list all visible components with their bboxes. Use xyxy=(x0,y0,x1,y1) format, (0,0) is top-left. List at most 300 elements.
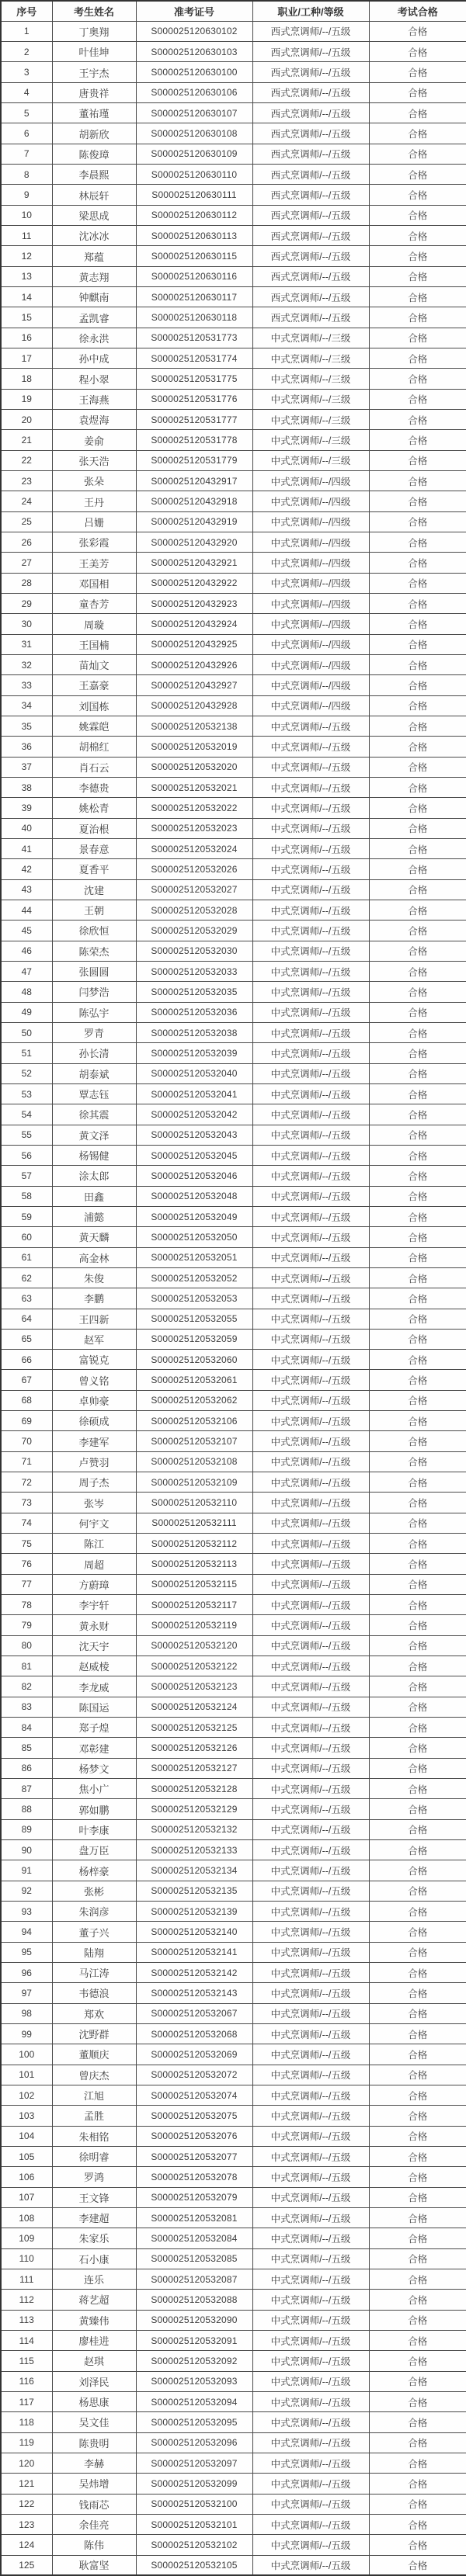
table-row xyxy=(1,2474,466,2494)
table-row xyxy=(1,1595,466,1615)
ticket-number-cell: S000025120432921 xyxy=(136,553,252,573)
occupation-cell: 西式烹调师/--/五级 xyxy=(252,103,369,123)
occupation-cell: 中式烹调师/--/四级 xyxy=(252,553,369,573)
ticket-number-cell: S000025120532059 xyxy=(136,1329,252,1349)
table-row xyxy=(1,2514,466,2534)
row-number-cell: 70 xyxy=(1,1431,52,1451)
result-cell: 合格 xyxy=(369,634,466,654)
result-cell: 合格 xyxy=(369,2167,466,2187)
occupation-cell: 中式烹调师/--/五级 xyxy=(252,1738,369,1758)
row-number-cell: 113 xyxy=(1,2310,52,2330)
table-row xyxy=(1,777,466,797)
table-row xyxy=(1,1860,466,1881)
occupation-cell: 中式烹调师/--/三级 xyxy=(252,348,369,369)
table-row xyxy=(1,42,466,62)
row-number-cell: 8 xyxy=(1,165,52,185)
row-number-cell: 63 xyxy=(1,1288,52,1309)
row-number-cell: 74 xyxy=(1,1513,52,1533)
table-row xyxy=(1,2412,466,2432)
ticket-number-cell: S000025120532078 xyxy=(136,2167,252,2187)
table-row xyxy=(1,389,466,409)
occupation-cell: 中式烹调师/--/五级 xyxy=(252,2474,369,2494)
row-number-cell: 25 xyxy=(1,511,52,532)
table-row xyxy=(1,2269,466,2289)
row-number-cell: 69 xyxy=(1,1411,52,1431)
ticket-number-cell: S000025120432926 xyxy=(136,655,252,675)
candidate-name-cell: 陈国运 xyxy=(52,1697,136,1717)
result-cell: 合格 xyxy=(369,410,466,430)
row-number-cell: 108 xyxy=(1,2207,52,2228)
candidate-name-cell: 朱相铭 xyxy=(52,2126,136,2146)
result-cell: 合格 xyxy=(369,389,466,409)
table-row xyxy=(1,1697,466,1717)
result-cell: 合格 xyxy=(369,266,466,286)
row-number-cell: 87 xyxy=(1,1779,52,1799)
row-number-cell: 75 xyxy=(1,1534,52,1554)
row-number-cell: 123 xyxy=(1,2514,52,2534)
candidate-name-cell: 杨锡健 xyxy=(52,1145,136,1165)
table-row xyxy=(1,1227,466,1247)
candidate-name-cell: 刘国栋 xyxy=(52,695,136,716)
row-number-cell: 44 xyxy=(1,900,52,920)
occupation-cell: 中式烹调师/--/五级 xyxy=(252,2391,369,2411)
result-cell: 合格 xyxy=(369,21,466,41)
ticket-number-cell: S000025120532062 xyxy=(136,1390,252,1410)
row-number-cell: 39 xyxy=(1,798,52,818)
row-number-cell: 16 xyxy=(1,328,52,348)
row-number-cell: 27 xyxy=(1,553,52,573)
candidate-name-cell: 胡新欣 xyxy=(52,123,136,144)
ticket-number-cell: S000025120532048 xyxy=(136,1186,252,1206)
result-cell: 合格 xyxy=(369,900,466,920)
row-number-cell: 97 xyxy=(1,1983,52,2003)
ticket-number-cell: S000025120630109 xyxy=(136,144,252,164)
table-row xyxy=(1,1043,466,1063)
candidate-name-cell: 王海燕 xyxy=(52,389,136,409)
candidate-name-cell: 王宇杰 xyxy=(52,62,136,82)
row-number-cell: 102 xyxy=(1,2085,52,2105)
candidate-name-cell: 黄文泽 xyxy=(52,1125,136,1145)
candidate-name-cell: 王四新 xyxy=(52,1309,136,1329)
ticket-number-cell: S000025120532134 xyxy=(136,1860,252,1881)
occupation-cell: 中式烹调师/--/五级 xyxy=(252,1656,369,1676)
occupation-cell: 西式烹调师/--/五级 xyxy=(252,62,369,82)
ticket-number-cell: S000025120532077 xyxy=(136,2146,252,2166)
table-row xyxy=(1,2146,466,2166)
candidate-name-cell: 郭如鹏 xyxy=(52,1799,136,1819)
occupation-cell: 西式烹调师/--/五级 xyxy=(252,205,369,225)
occupation-cell: 中式烹调师/--/四级 xyxy=(252,594,369,614)
result-cell: 合格 xyxy=(369,2432,466,2453)
occupation-cell: 中式烹调师/--/五级 xyxy=(252,1125,369,1145)
result-cell: 合格 xyxy=(369,2453,466,2473)
candidate-name-cell: 周子杰 xyxy=(52,1472,136,1493)
row-number-cell: 51 xyxy=(1,1043,52,1063)
candidate-name-cell: 邓彰建 xyxy=(52,1738,136,1758)
result-cell: 合格 xyxy=(369,1922,466,1942)
table-row xyxy=(1,1779,466,1799)
occupation-cell: 中式烹调师/--/五级 xyxy=(252,1022,369,1042)
result-cell: 合格 xyxy=(369,1206,466,1226)
occupation-cell: 中式烹调师/--/五级 xyxy=(252,1779,369,1799)
result-cell: 合格 xyxy=(369,1083,466,1104)
result-cell: 合格 xyxy=(369,1329,466,1349)
ticket-number-cell: S000025120432925 xyxy=(136,634,252,654)
candidate-name-cell: 苗灿文 xyxy=(52,655,136,675)
row-number-cell: 42 xyxy=(1,859,52,879)
table-row xyxy=(1,1370,466,1390)
row-number-cell: 41 xyxy=(1,838,52,858)
row-number-cell: 9 xyxy=(1,185,52,205)
table-row xyxy=(1,1411,466,1431)
ticket-number-cell: S000025120532132 xyxy=(136,1819,252,1839)
result-cell: 合格 xyxy=(369,2187,466,2207)
occupation-cell: 中式烹调师/--/五级 xyxy=(252,2555,369,2575)
candidate-name-cell: 丁奥翔 xyxy=(52,21,136,41)
ticket-number-cell: S000025120532117 xyxy=(136,1595,252,1615)
result-cell: 合格 xyxy=(369,982,466,1002)
candidate-name-cell: 朱家乐 xyxy=(52,2228,136,2248)
occupation-cell: 中式烹调师/--/五级 xyxy=(252,2146,369,2166)
table-row xyxy=(1,1206,466,1226)
table-row xyxy=(1,737,466,757)
ticket-number-cell: S000025120630111 xyxy=(136,185,252,205)
result-cell: 合格 xyxy=(369,1411,466,1431)
result-cell: 合格 xyxy=(369,2023,466,2044)
candidate-name-cell: 吴文佳 xyxy=(52,2412,136,2432)
row-number-cell: 13 xyxy=(1,266,52,286)
result-cell: 合格 xyxy=(369,1002,466,1022)
table-row xyxy=(1,1738,466,1758)
result-cell: 合格 xyxy=(369,1247,466,1267)
table-row xyxy=(1,123,466,144)
result-cell: 合格 xyxy=(369,2330,466,2350)
occupation-cell: 中式烹调师/--/五级 xyxy=(252,1942,369,1962)
row-number-cell: 121 xyxy=(1,2474,52,2494)
ticket-number-cell: S000025120532091 xyxy=(136,2330,252,2350)
table-row xyxy=(1,532,466,553)
row-number-cell: 46 xyxy=(1,941,52,961)
table-row xyxy=(1,266,466,286)
table-row xyxy=(1,1186,466,1206)
table-row xyxy=(1,818,466,838)
row-number-cell: 6 xyxy=(1,123,52,144)
ticket-number-cell: S000025120630117 xyxy=(136,287,252,307)
table-row xyxy=(1,226,466,246)
row-number-cell: 73 xyxy=(1,1493,52,1513)
ticket-number-cell: S000025120532129 xyxy=(136,1799,252,1819)
table-row xyxy=(1,1656,466,1676)
table-row xyxy=(1,246,466,266)
candidate-name-cell: 钟麒南 xyxy=(52,287,136,307)
candidate-name-cell: 张朵 xyxy=(52,471,136,491)
ticket-number-cell: S000025120532096 xyxy=(136,2432,252,2453)
ticket-number-cell: S000025120532040 xyxy=(136,1063,252,1083)
row-number-cell: 15 xyxy=(1,307,52,328)
row-number-cell: 18 xyxy=(1,369,52,389)
result-cell: 合格 xyxy=(369,1635,466,1656)
ticket-number-cell: S000025120532072 xyxy=(136,2065,252,2085)
row-number-cell: 57 xyxy=(1,1166,52,1186)
candidate-name-cell: 张彩霞 xyxy=(52,532,136,553)
row-number-cell: 118 xyxy=(1,2412,52,2432)
ticket-number-cell: S000025120532087 xyxy=(136,2269,252,2289)
row-number-cell: 48 xyxy=(1,982,52,1002)
ticket-number-cell: S000025120630108 xyxy=(136,123,252,144)
row-number-cell: 33 xyxy=(1,675,52,695)
occupation-cell: 中式烹调师/--/四级 xyxy=(252,695,369,716)
candidate-name-cell: 叶佳坤 xyxy=(52,42,136,62)
ticket-number-cell: S000025120532139 xyxy=(136,1902,252,1922)
occupation-cell: 西式烹调师/--/五级 xyxy=(252,287,369,307)
table-row xyxy=(1,879,466,900)
result-cell: 合格 xyxy=(369,1554,466,1574)
ticket-number-cell: S000025120630110 xyxy=(136,165,252,185)
table-row xyxy=(1,430,466,450)
candidate-name-cell: 石小康 xyxy=(52,2248,136,2269)
occupation-cell: 中式烹调师/--/五级 xyxy=(252,1554,369,1574)
row-number-cell: 95 xyxy=(1,1942,52,1962)
row-number-cell: 62 xyxy=(1,1267,52,1288)
row-number-cell: 79 xyxy=(1,1615,52,1635)
occupation-cell: 中式烹调师/--/五级 xyxy=(252,2106,369,2126)
occupation-cell: 中式烹调师/--/五级 xyxy=(252,1390,369,1410)
candidate-name-cell: 李建军 xyxy=(52,1431,136,1451)
ticket-number-cell: S000025120532067 xyxy=(136,2003,252,2023)
table-row xyxy=(1,634,466,654)
occupation-cell: 中式烹调师/--/三级 xyxy=(252,328,369,348)
ticket-number-cell: S000025120532026 xyxy=(136,859,252,879)
table-row xyxy=(1,1002,466,1022)
candidate-name-cell: 罗青 xyxy=(52,1022,136,1042)
table-row xyxy=(1,1983,466,2003)
ticket-number-cell: S000025120432922 xyxy=(136,573,252,593)
result-cell: 合格 xyxy=(369,82,466,102)
occupation-cell: 西式烹调师/--/五级 xyxy=(252,185,369,205)
ticket-number-cell: S000025120432919 xyxy=(136,511,252,532)
table-row xyxy=(1,1288,466,1309)
occupation-cell: 中式烹调师/--/五级 xyxy=(252,1840,369,1860)
row-number-cell: 3 xyxy=(1,62,52,82)
ticket-number-cell: S000025120532092 xyxy=(136,2351,252,2371)
occupation-cell: 西式烹调师/--/五级 xyxy=(252,42,369,62)
row-number-cell: 78 xyxy=(1,1595,52,1615)
ticket-number-cell: S000025120532141 xyxy=(136,1942,252,1962)
result-cell: 合格 xyxy=(369,1860,466,1881)
candidate-name-cell: 方蔚璋 xyxy=(52,1574,136,1594)
occupation-cell: 中式烹调师/--/五级 xyxy=(252,2371,369,2391)
result-cell: 合格 xyxy=(369,2412,466,2432)
table-row xyxy=(1,716,466,736)
ticket-number-cell: S000025120532125 xyxy=(136,1718,252,1738)
candidate-name-cell: 廖桂进 xyxy=(52,2330,136,2350)
result-cell: 合格 xyxy=(369,2494,466,2514)
ticket-number-cell: S000025120531773 xyxy=(136,328,252,348)
occupation-cell: 中式烹调师/--/五级 xyxy=(252,2167,369,2187)
candidate-name-cell: 盘万臣 xyxy=(52,1840,136,1860)
table-row xyxy=(1,1390,466,1410)
result-cell: 合格 xyxy=(369,2514,466,2534)
ticket-number-cell: S000025120532127 xyxy=(136,1758,252,1778)
occupation-cell: 中式烹调师/--/五级 xyxy=(252,716,369,736)
ticket-number-cell: S000025120532111 xyxy=(136,1513,252,1533)
result-cell: 合格 xyxy=(369,2065,466,2085)
result-cell: 合格 xyxy=(369,2207,466,2228)
result-cell: 合格 xyxy=(369,1963,466,1983)
candidate-name-cell: 黄天麟 xyxy=(52,1227,136,1247)
ticket-number-cell: S000025120432918 xyxy=(136,491,252,511)
table-row xyxy=(1,1493,466,1513)
table-row xyxy=(1,594,466,614)
occupation-cell: 中式烹调师/--/五级 xyxy=(252,1227,369,1247)
row-number-cell: 28 xyxy=(1,573,52,593)
occupation-cell: 中式烹调师/--/五级 xyxy=(252,1370,369,1390)
ticket-number-cell: S000025120532055 xyxy=(136,1309,252,1329)
candidate-name-cell: 郑欢 xyxy=(52,2003,136,2023)
row-number-cell: 83 xyxy=(1,1697,52,1717)
occupation-cell: 中式烹调师/--/五级 xyxy=(252,1411,369,1431)
row-number-cell: 17 xyxy=(1,348,52,369)
row-number-cell: 36 xyxy=(1,737,52,757)
occupation-cell: 中式烹调师/--/四级 xyxy=(252,614,369,634)
row-number-cell: 58 xyxy=(1,1186,52,1206)
ticket-number-cell: S000025120532115 xyxy=(136,1574,252,1594)
result-cell: 合格 xyxy=(369,1022,466,1042)
table-row xyxy=(1,920,466,941)
result-cell: 合格 xyxy=(369,123,466,144)
ticket-number-cell: S000025120532074 xyxy=(136,2085,252,2105)
candidate-name-cell: 杨梓豪 xyxy=(52,1860,136,1881)
occupation-cell: 中式烹调师/--/五级 xyxy=(252,920,369,941)
row-number-cell: 61 xyxy=(1,1247,52,1267)
row-number-cell: 29 xyxy=(1,594,52,614)
row-number-cell: 119 xyxy=(1,2432,52,2453)
candidate-name-cell: 涂太郎 xyxy=(52,1166,136,1186)
result-cell: 合格 xyxy=(369,2248,466,2269)
result-cell: 合格 xyxy=(369,737,466,757)
candidate-name-cell: 陆翔 xyxy=(52,1942,136,1962)
result-cell: 合格 xyxy=(369,1738,466,1758)
result-cell: 合格 xyxy=(369,62,466,82)
header-row xyxy=(1,1,466,21)
row-number-cell: 100 xyxy=(1,2044,52,2065)
ticket-number-cell: S000025120532042 xyxy=(136,1104,252,1125)
ticket-number-cell: S000025120532043 xyxy=(136,1125,252,1145)
occupation-cell: 中式烹调师/--/三级 xyxy=(252,430,369,450)
table-row xyxy=(1,1718,466,1738)
result-cell: 合格 xyxy=(369,2269,466,2289)
ticket-number-cell: S000025120531777 xyxy=(136,410,252,430)
ticket-number-cell: S000025120531776 xyxy=(136,389,252,409)
row-number-cell: 14 xyxy=(1,287,52,307)
row-number-cell: 5 xyxy=(1,103,52,123)
table-row xyxy=(1,450,466,470)
occupation-cell: 中式烹调师/--/五级 xyxy=(252,1350,369,1370)
row-number-cell: 40 xyxy=(1,818,52,838)
candidate-name-cell: 陈贵明 xyxy=(52,2432,136,2453)
ticket-number-cell: S000025120532051 xyxy=(136,1247,252,1267)
ticket-number-cell: S000025120532038 xyxy=(136,1022,252,1042)
row-number-cell: 101 xyxy=(1,2065,52,2085)
ticket-number-cell: S000025120432920 xyxy=(136,532,252,553)
candidate-name-cell: 高金林 xyxy=(52,1247,136,1267)
occupation-cell: 中式烹调师/--/五级 xyxy=(252,757,369,777)
occupation-cell: 中式烹调师/--/五级 xyxy=(252,2126,369,2146)
candidate-name-cell: 马江涛 xyxy=(52,1963,136,1983)
table-row xyxy=(1,1309,466,1329)
ticket-number-cell: S000025120532045 xyxy=(136,1145,252,1165)
ticket-number-cell: S000025120532128 xyxy=(136,1779,252,1799)
table-row xyxy=(1,1534,466,1554)
row-number-cell: 107 xyxy=(1,2187,52,2207)
table-row xyxy=(1,2106,466,2126)
row-number-cell: 109 xyxy=(1,2228,52,2248)
table-row xyxy=(1,655,466,675)
candidate-name-cell: 郑蕴 xyxy=(52,246,136,266)
occupation-cell: 中式烹调师/--/五级 xyxy=(252,2085,369,2105)
candidate-name-cell: 赵威棱 xyxy=(52,1656,136,1676)
candidate-name-cell: 杨梦文 xyxy=(52,1758,136,1778)
result-cell: 合格 xyxy=(369,287,466,307)
table-row xyxy=(1,1166,466,1186)
candidate-name-cell: 王嘉豪 xyxy=(52,675,136,695)
result-cell: 合格 xyxy=(369,491,466,511)
occupation-cell: 中式烹调师/--/五级 xyxy=(252,2269,369,2289)
result-cell: 合格 xyxy=(369,614,466,634)
table-row xyxy=(1,2391,466,2411)
occupation-cell: 中式烹调师/--/五级 xyxy=(252,2351,369,2371)
candidate-name-cell: 徐永洪 xyxy=(52,328,136,348)
occupation-cell: 中式烹调师/--/四级 xyxy=(252,675,369,695)
table-row xyxy=(1,328,466,348)
occupation-cell: 中式烹调师/--/五级 xyxy=(252,941,369,961)
candidate-name-cell: 蒋艺超 xyxy=(52,2290,136,2310)
result-cell: 合格 xyxy=(369,103,466,123)
row-number-cell: 30 xyxy=(1,614,52,634)
ticket-number-cell: S000025120432917 xyxy=(136,471,252,491)
ticket-number-cell: S000025120532030 xyxy=(136,941,252,961)
candidate-name-cell: 焦小广 xyxy=(52,1779,136,1799)
row-number-cell: 125 xyxy=(1,2555,52,2575)
occupation-cell: 中式烹调师/--/五级 xyxy=(252,2330,369,2350)
candidate-name-cell: 张圆圆 xyxy=(52,961,136,981)
occupation-cell: 西式烹调师/--/五级 xyxy=(252,123,369,144)
occupation-cell: 西式烹调师/--/五级 xyxy=(252,165,369,185)
result-cell: 合格 xyxy=(369,532,466,553)
occupation-cell: 中式烹调师/--/五级 xyxy=(252,1758,369,1778)
occupation-cell: 中式烹调师/--/五级 xyxy=(252,982,369,1002)
table-row xyxy=(1,1145,466,1165)
occupation-cell: 西式烹调师/--/五级 xyxy=(252,246,369,266)
result-cell: 合格 xyxy=(369,1656,466,1676)
ticket-number-cell: S000025120532135 xyxy=(136,1881,252,1901)
row-number-cell: 84 xyxy=(1,1718,52,1738)
row-number-cell: 115 xyxy=(1,2351,52,2371)
ticket-number-cell: S000025120532069 xyxy=(136,2044,252,2065)
row-number-cell: 76 xyxy=(1,1554,52,1574)
result-cell: 合格 xyxy=(369,226,466,246)
row-number-cell: 1 xyxy=(1,21,52,41)
ticket-number-cell: S000025120532050 xyxy=(136,1227,252,1247)
table-body xyxy=(1,21,466,2575)
candidate-name-cell: 袁煜海 xyxy=(52,410,136,430)
ticket-number-cell: S000025120532106 xyxy=(136,1411,252,1431)
result-cell: 合格 xyxy=(369,1799,466,1819)
result-cell: 合格 xyxy=(369,1288,466,1309)
row-number-cell: 56 xyxy=(1,1145,52,1165)
result-cell: 合格 xyxy=(369,1493,466,1513)
candidate-name-cell: 黄臻伟 xyxy=(52,2310,136,2330)
